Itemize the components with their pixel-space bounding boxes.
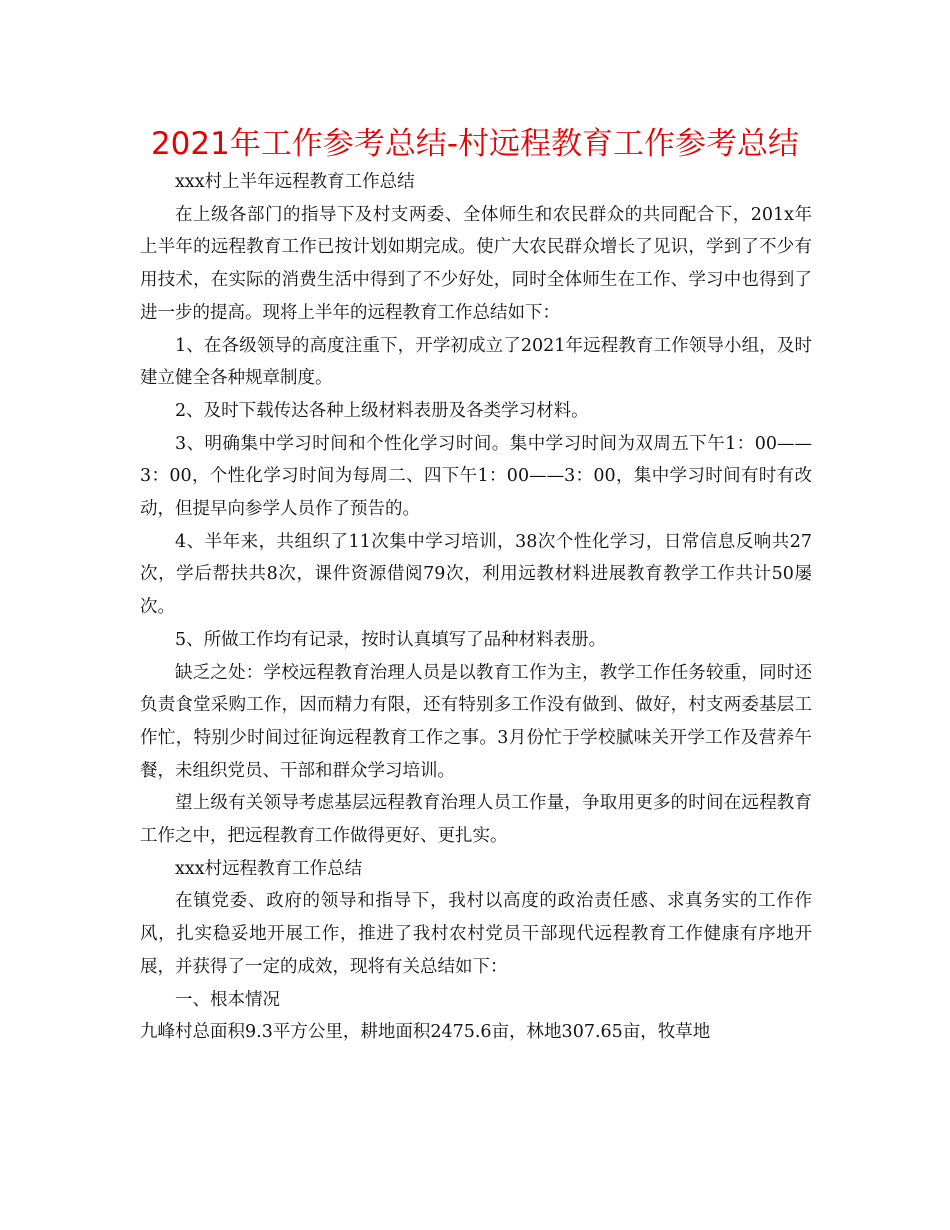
paragraph: xxx村上半年远程教育工作总结	[175, 172, 415, 192]
paragraph: 一、根本情况	[175, 989, 280, 1010]
paragraph: 4、半年来，共组织了11次集中学习培训，38次个性化学习，日常信息反响共27次，学后帮扶共8次，课件资源借阅79次，利用远教材料进展教育教学工作共计50屡次。	[140, 531, 812, 618]
paragraph: 在镇党委、政府的领导和指导下，我村以高度的政治责任感、求真务实的工作作风，扎实稳妥地开展工作，推进了我村农村党员干部现代远程教育工作健康有序地开展，并获得了一定的成效，现将有关总结如下：	[140, 891, 812, 977]
paragraph: 2、及时下载传达各种上级材料表册及各类学习材料。	[175, 400, 589, 421]
paragraph: 5、所做工作均有记录，按时认真填写了品种材料表册。	[175, 629, 607, 650]
paragraph: xxx村远程教育工作总结	[175, 858, 363, 879]
paragraph: 1、在各级领导的高度注重下，开学初成立了2021年远程教育工作领导小组，及时建立健全各种规章制度。	[140, 335, 812, 389]
document-title: 2021年工作参考总结-村远程教育工作参考总结	[150, 126, 800, 162]
document-body	[140, 166, 812, 1049]
paragraph: 在上级各部门的指导下及村支两委、全体师生和农民群众的共同配合下，201x年上半年的远程教育工作已按计划如期完成。使广大农民群众增长了见识，学到了不少有用技术，在实际的消费生活中得到了不少好处，同时全体师生在工作、学习中也得到了进一步的提高。现将上半年的远程教育工作总结如下：	[140, 204, 812, 323]
paragraph: 九峰村总面积9.3平方公里，耕地面积2475.6亩，林地307.65亩，牧草地	[140, 1022, 711, 1043]
paragraph: 3、明确集中学习时间和个性化学习时间。集中学习时间为双周五下午1：00——3：00，个性化学习时间为每周二、四下午1：00——3：00，集中学习时间有时有改动，但提早向参学人员作了预告的。	[140, 433, 812, 520]
paragraph: 缺乏之处：学校远程教育治理人员是以教育工作为主，教学工作任务较重，同时还负责食堂采购工作，因而精力有限，还有特别多工作没有做到、做好，村支两委基层工作忙，特别少时间过征询远程教育工作之事。3月份忙于学校腻味关开学工作及营养午餐，未组织党员、干部和群众学习培训。	[140, 662, 812, 781]
paragraph: 望上级有关领导考虑基层远程教育治理人员工作量，争取用更多的时间在远程教育工作之中，把远程教育工作做得更好、更扎实。	[140, 793, 812, 847]
